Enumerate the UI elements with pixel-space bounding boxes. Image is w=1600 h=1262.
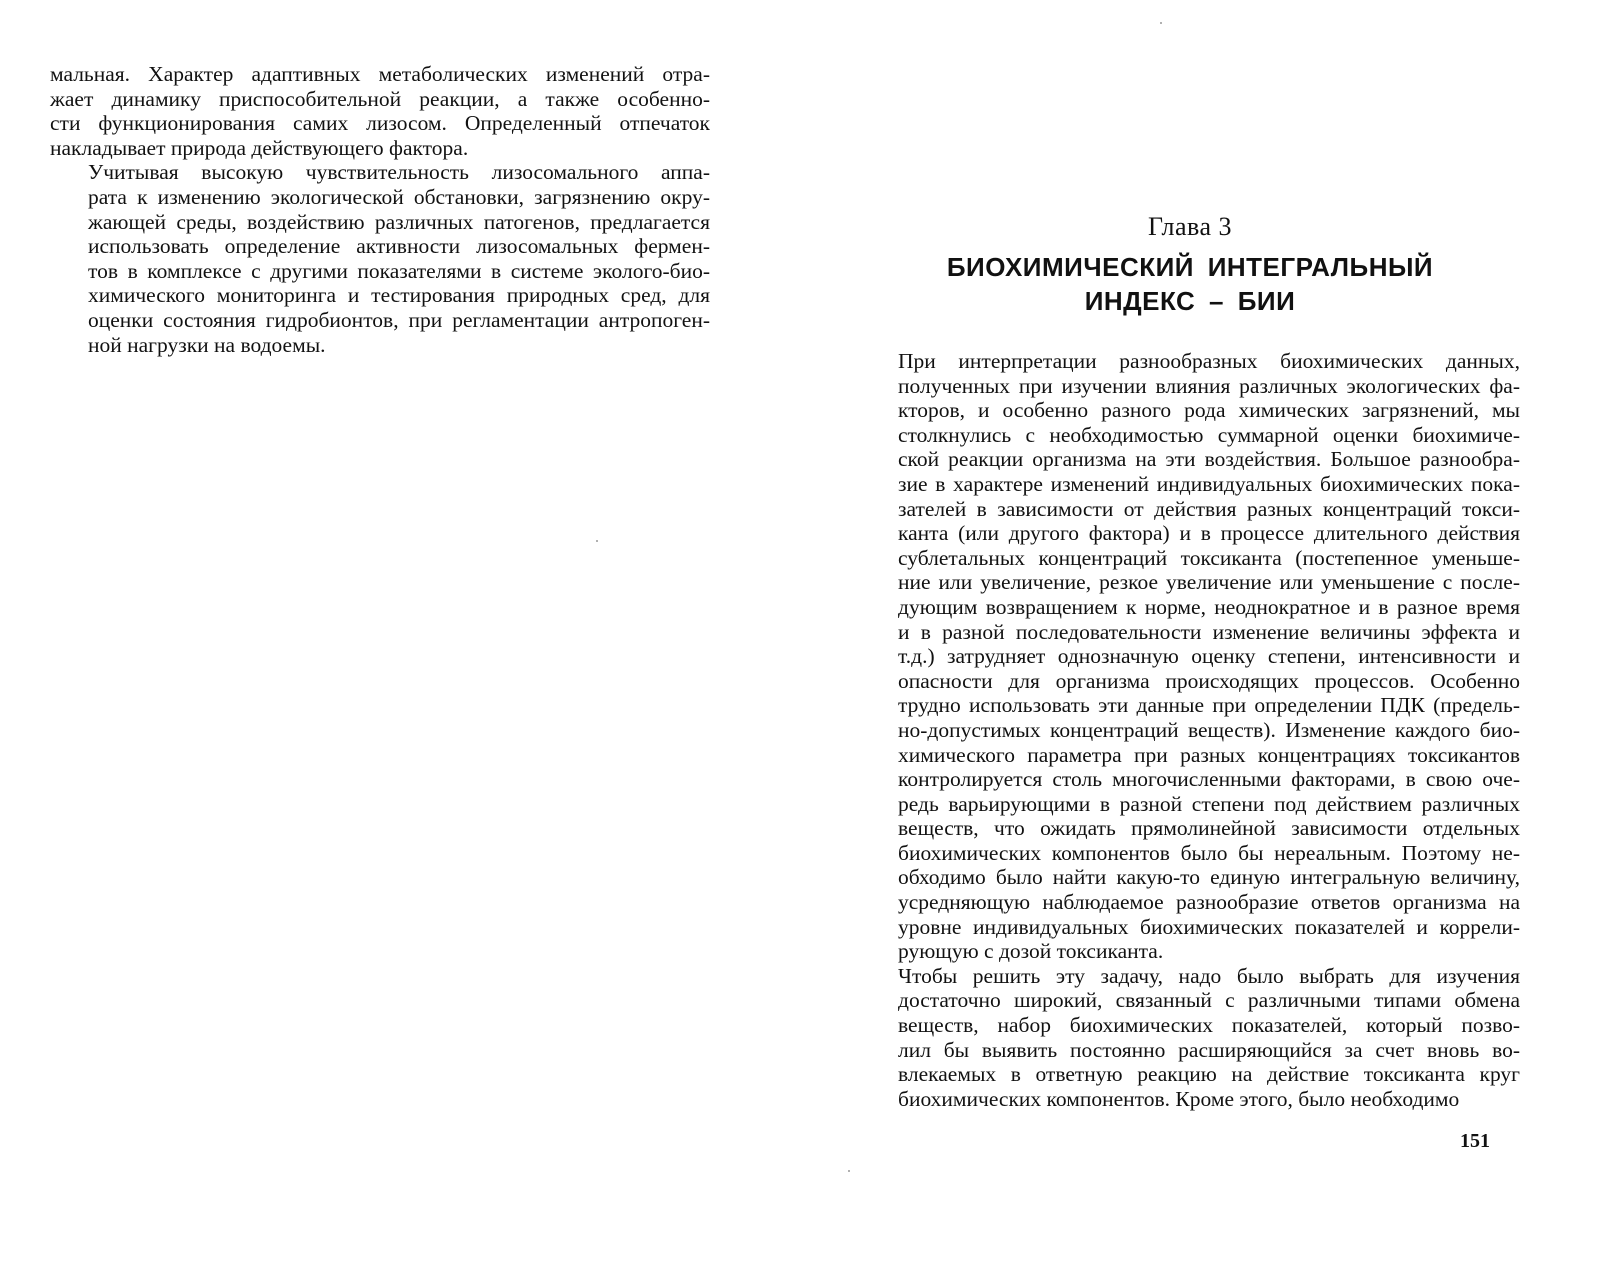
text-line: химического мониторинга и тестирования природных сред, для: [88, 283, 710, 308]
text-line: полученных при изучении влияния различных экологических фа-: [898, 373, 1520, 398]
text-line: оценки состояния гидробионтов, при регламентации антропоген-: [88, 307, 710, 332]
scan-speck: [1160, 22, 1162, 24]
text-line: рующую с дозой токсиканта.: [898, 939, 1164, 964]
text-line: лил бы выявить постоянно расширяющийся за счет вновь во-: [898, 1037, 1520, 1062]
paragraph: [860, 349, 1520, 964]
text-line: Учитывая высокую чувствительность лизосомального аппа-: [88, 160, 710, 185]
text-line: уровне индивидуальных биохимических показателей и коррели-: [898, 914, 1520, 939]
chapter-title-line-2: ИНДЕКС – БИИ: [1084, 286, 1296, 316]
text-line: веществ, набор биохимических показателей, который позво-: [898, 1013, 1520, 1038]
text-line: влекаемых в ответную реакцию на действие токсиканта круг: [898, 1062, 1520, 1087]
page-number: 151: [1460, 1130, 1490, 1152]
paragraph: [50, 62, 710, 160]
text-line: но-допустимых концентраций веществ). Изменение каждого био-: [898, 717, 1520, 742]
paragraph: [50, 160, 710, 357]
text-line: кторов, и особенно разного рода химических загрязнений, мы: [898, 398, 1520, 423]
text-line: накладывает природа действующего фактора.: [50, 135, 469, 160]
text-line: мальная. Характер адаптивных метаболических изменений отра-: [50, 62, 710, 86]
text-line: достаточно широкий, связанный с различными типами обмена: [898, 988, 1520, 1013]
chapter-label: Глава 3: [1147, 212, 1233, 241]
text-line: ной нагрузки на водоемы.: [88, 332, 326, 357]
text-line: и в разной последовательности изменение величины эффекта и: [898, 619, 1520, 644]
chapter-title-line-1: БИОХИМИЧЕСКИЙ ИНТЕГРАЛЬНЫЙ: [946, 252, 1434, 282]
text-line: дующим возвращением к норме, неоднократное и в разное время: [898, 594, 1520, 619]
text-line: редь варьирующими в разной степени под действием различных: [898, 791, 1520, 816]
text-line: канта (или другого фактора) и в процессе длительного действия: [898, 521, 1520, 546]
text-line: использовать определение активности лизосомальных фермен-: [88, 234, 710, 259]
text-line: т.д.) затрудняет однозначную оценку степени, интенсивности и: [898, 644, 1520, 669]
text-line: контролируется столь многочисленными факторами, в свою оче-: [898, 767, 1520, 792]
text-line: При интерпретации разнообразных биохимических данных,: [898, 349, 1520, 373]
chapter-title: [860, 250, 1520, 318]
scan-speck: [596, 540, 598, 542]
text-line: биохимических компонентов. Кроме этого, было необходимо: [898, 1086, 1460, 1111]
text-line: столкнулись с необходимостью суммарной оценки биохимиче-: [898, 422, 1520, 447]
text-line: трудно использовать эти данные при определении ПДК (предель-: [898, 693, 1520, 718]
text-line: зателей в зависимости от действия разных концентраций токси-: [898, 496, 1520, 521]
left-page: [50, 62, 710, 357]
left-page-body: [50, 62, 710, 357]
text-line: сублетальных концентраций токсиканта (постепенное уменьше-: [898, 545, 1520, 570]
text-line: ской реакции организма на эти воздействия. Большое разнообра-: [898, 447, 1520, 472]
text-line: биохимических компонентов было бы нереальным. Поэтому не-: [898, 840, 1520, 865]
right-page-body: [860, 349, 1520, 1111]
paragraph: [860, 964, 1520, 1112]
text-line: ние или увеличение, резкое увеличение или уменьшение с после-: [898, 570, 1520, 595]
text-line: жает динамику приспособительной реакции, а также особенно-: [50, 86, 710, 111]
text-line: зие в характере изменений индивидуальных биохимических пока-: [898, 471, 1520, 496]
text-line: рата к изменению экологической обстановки, загрязнению окру-: [88, 184, 710, 209]
text-line: химического параметра при разных концентрациях токсикантов: [898, 742, 1520, 767]
text-line: обходимо было найти какую-то единую интегральную величину,: [898, 865, 1520, 890]
text-line: тов в комплексе с другими показателями в системе эколого-био-: [88, 258, 710, 283]
text-line: опасности для организма происходящих процессов. Особенно: [898, 668, 1520, 693]
text-line: сти функционирования самих лизосом. Определенный отпечаток: [50, 111, 710, 136]
scan-speck: [848, 1170, 850, 1172]
text-line: усредняющую наблюдаемое разнообразие ответов организма на: [898, 890, 1520, 915]
text-line: веществ, что ожидать прямолинейной зависимости отдельных: [898, 816, 1520, 841]
text-line: Чтобы решить эту задачу, надо было выбрать для изучения: [898, 963, 1520, 988]
text-line: жающей среды, воздействию различных патогенов, предлагается: [88, 209, 710, 234]
